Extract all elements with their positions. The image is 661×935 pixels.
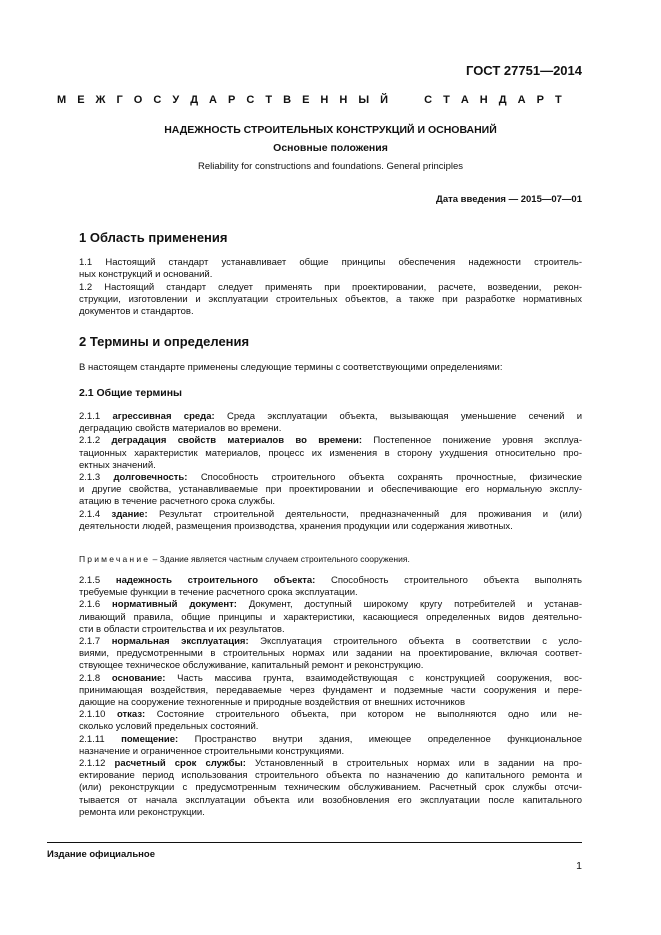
term-2-1-6 — [79, 599, 582, 636]
term-2-1-10 — [79, 709, 582, 733]
official-edition-label: Издание официальное — [47, 849, 155, 860]
term-2-1-1 — [79, 411, 582, 435]
document-subtitle: Основные положения — [273, 142, 388, 154]
section-2-heading: 2 Термины и определения — [79, 334, 250, 349]
term-line: ектных значений. — [79, 459, 156, 471]
term-number: 2.1.7 — [79, 636, 101, 647]
interstate-letter: У — [172, 94, 180, 106]
term-2-1-2 — [79, 435, 582, 472]
term-definition: Пространство внутри здания, имеющее определенное функциональное — [178, 733, 583, 745]
term-line: виями, предусмотренными в строительных нормах или задании на проектирование, включая соответ- — [79, 648, 582, 660]
term-name: надежность строительного объекта: — [115, 575, 316, 586]
interstate-letter: Н — [320, 94, 329, 106]
term-line — [79, 673, 582, 685]
paragraph-1-2-line-1: 1.2 Настоящий стандарт следует применять при проектировании, расчете, возведении, рекон- — [79, 282, 582, 293]
term-line: дающие на сооружение техногенные и природные воздействия от внешних источников — [79, 697, 466, 708]
interstate-letter: Т — [443, 94, 450, 106]
term-line: назначение и ограниченное строительными конструкциями. — [79, 745, 345, 757]
term-line — [79, 435, 582, 447]
term-number: 2.1.10 — [79, 709, 106, 721]
term-name: расчетный срок службы: — [114, 758, 246, 769]
term-name: нормальная эксплуатация: — [111, 636, 249, 647]
interstate-letter: Ы — [358, 94, 370, 106]
term-definition: Способность строительного объекта выполнять — [315, 575, 582, 586]
term-line: атацию в течение расчетного срока службы. — [79, 496, 276, 508]
section-2-intro-text: В настоящем стандарте применены следующие термины с соответствующими определениями: — [79, 362, 503, 373]
interstate-letter: А — [460, 94, 469, 106]
term-number: 2.1.2 — [79, 435, 101, 447]
interstate-letter: Т — [265, 94, 273, 106]
document-title-english: Reliability for constructions and foundations. General principles — [197, 161, 464, 172]
term-line — [79, 758, 582, 770]
interstate-letter: Н — [479, 94, 488, 106]
paragraph-1-2 — [79, 282, 582, 319]
term-line: принимающая воздействия, передаваемые через фундамент и подземные части сооружения и пере- — [79, 684, 582, 696]
term-number: 2.1.4 — [79, 508, 101, 520]
term-number: 2.1.11 — [79, 733, 105, 745]
term-number: 2.1.1 — [79, 411, 101, 422]
term-number: 2.1.6 — [79, 599, 101, 611]
term-line: требуемые функции в течение расчетного срока эксплуатации. — [79, 587, 358, 599]
term-line: ектирование период использования строительного объекта по назначению до капитального ремонта и — [79, 770, 582, 782]
term-line: и другие свойства, устанавливаемые при проектировании и обеспечивающие его нормальную эксплу- — [79, 484, 582, 496]
term-definition: Установленный в строительных нормах или в задании на про- — [245, 758, 583, 769]
interstate-letter: Г — [116, 94, 123, 106]
paragraph-1-1 — [79, 257, 582, 281]
term-definition: Документ, доступный широкому кругу потребителей и устанав- — [236, 599, 583, 611]
term-line — [79, 411, 582, 423]
term-line: деградацию свойств материалов во времени. — [79, 423, 282, 435]
interstate-letter: Р — [228, 94, 236, 106]
term-definition: Постепенное понижение уровня эксплуа- — [362, 435, 582, 447]
interstate-letter: М — [57, 94, 67, 106]
paragraph-1-1-line-1: 1.1 Настоящий стандарт устанавливает общие принципы обеспечения надежности строитель- — [79, 257, 582, 268]
interstate-letter: Р — [536, 94, 544, 106]
note-label: Примечание — [79, 554, 151, 564]
term-definition: Способность строительного объекта сохранять прочностные, физические — [187, 472, 583, 483]
term-line — [79, 599, 582, 611]
term-2-1-7 — [79, 636, 582, 673]
term-definition: Состояние строительного объекта, при котором не выполняются одно или не- — [145, 709, 582, 721]
interstate-standard-banner — [57, 94, 562, 106]
term-line: ливающий правила, общие принципы и характеристики, касающиеся определенных видов деятельно- — [79, 611, 582, 623]
term-name: долговечность: — [113, 472, 188, 483]
term-line — [79, 472, 582, 484]
term-2-1-11 — [79, 734, 582, 758]
interstate-letter: Й — [380, 94, 389, 106]
term-name: здание: — [111, 508, 148, 520]
interstate-letter: С — [424, 94, 433, 106]
introduction-date: Дата введения — 2015—07—01 — [436, 194, 582, 205]
term-number: 2.1.12 — [79, 758, 106, 769]
term-number: 2.1.8 — [79, 672, 101, 684]
interstate-letter — [399, 94, 413, 106]
term-definition: Среда эксплуатации объекта, вызывающая уменьшение сечений и — [214, 411, 583, 422]
term-line: тывается от начала эксплуатации объекта или возобновления его эксплуатации после капитального — [79, 794, 582, 806]
term-line: сти в области строительства и их результатов. — [79, 623, 285, 635]
term-definition: Часть массива грунта, взаимодействующая с конструкцией сооружения, вос- — [165, 672, 583, 684]
interstate-letter: В — [283, 94, 292, 106]
term-name: помещение: — [121, 733, 179, 745]
paragraph-1-2-line-2: струкции, изготовлении и эксплуатации строительных объектов, а также при разработке нормативных — [79, 294, 582, 306]
term-line: (или) реконструкции с предусмотренным техническим обслуживанием. Расчетный срок службы отсчи- — [79, 782, 582, 794]
term-name: основание: — [111, 672, 166, 684]
term-line — [79, 709, 582, 721]
paragraph-1-1-line-2: ных конструкций и оснований. — [79, 269, 213, 281]
note — [79, 554, 582, 564]
term-definition: Эксплуатация строительного объекта в соответствии с усло- — [248, 636, 582, 647]
interstate-letter: С — [246, 94, 255, 106]
term-line: ремонта или реконструкции. — [79, 806, 205, 818]
interstate-letter: С — [153, 94, 162, 106]
section-2-intro — [79, 362, 582, 374]
subsection-2-1-heading: 2.1 Общие термины — [79, 387, 183, 399]
term-name: нормативный документ: — [112, 599, 237, 611]
note-text: – Здание является частным случаем строительного сооружения. — [150, 554, 410, 564]
interstate-letter: Н — [339, 94, 348, 106]
term-line — [79, 575, 582, 587]
term-2-1-8 — [79, 673, 582, 710]
term-line: тационных характеристик материалов, процесс их изменения в сторону ухудшения относительно про- — [79, 447, 582, 459]
term-line — [79, 509, 582, 521]
term-2-1-4 — [79, 509, 582, 533]
document-title: НАДЕЖНОСТЬ СТРОИТЕЛЬНЫХ КОНСТРУКЦИЙ И ОСНОВАНИЙ — [164, 124, 497, 136]
page-number: 1 — [576, 860, 582, 872]
term-line: сколько условий предельных состояний. — [79, 721, 259, 733]
standard-number: ГОСТ 27751—2014 — [466, 63, 582, 78]
term-name: отказ: — [116, 709, 146, 721]
term-line: ствующее техническое обслуживание, капитальный ремонт и реконструкцию. — [79, 660, 424, 672]
term-line — [79, 734, 582, 746]
term-name: агрессивная среда: — [112, 411, 215, 422]
term-name: деградация свойств материалов во времени: — [111, 435, 363, 447]
term-number: 2.1.5 — [79, 575, 101, 586]
term-2-1-3 — [79, 472, 582, 509]
term-number: 2.1.3 — [79, 472, 101, 483]
term-2-1-12 — [79, 758, 582, 819]
interstate-letter: А — [209, 94, 217, 106]
interstate-letter: А — [517, 94, 526, 106]
term-line — [79, 636, 582, 648]
paragraph-1-2-line-3: документов и стандартов. — [79, 306, 194, 318]
interstate-letter: О — [133, 94, 143, 106]
term-definition: Результат строительной деятельности, предназначенный для проживания и (или) — [147, 508, 582, 520]
term-line: деятельности людей, размещения производства, хранения продукции или содержания животных. — [79, 520, 513, 532]
section-1-heading: 1 Область применения — [79, 230, 228, 245]
interstate-letter: Ж — [95, 94, 106, 106]
interstate-letter: Е — [302, 94, 310, 106]
interstate-letter: Е — [77, 94, 85, 106]
interstate-letter: Д — [190, 94, 199, 106]
term-2-1-5 — [79, 575, 582, 599]
interstate-letter: Д — [498, 94, 507, 106]
interstate-letter: Т — [554, 94, 562, 106]
footer-divider — [47, 842, 582, 843]
